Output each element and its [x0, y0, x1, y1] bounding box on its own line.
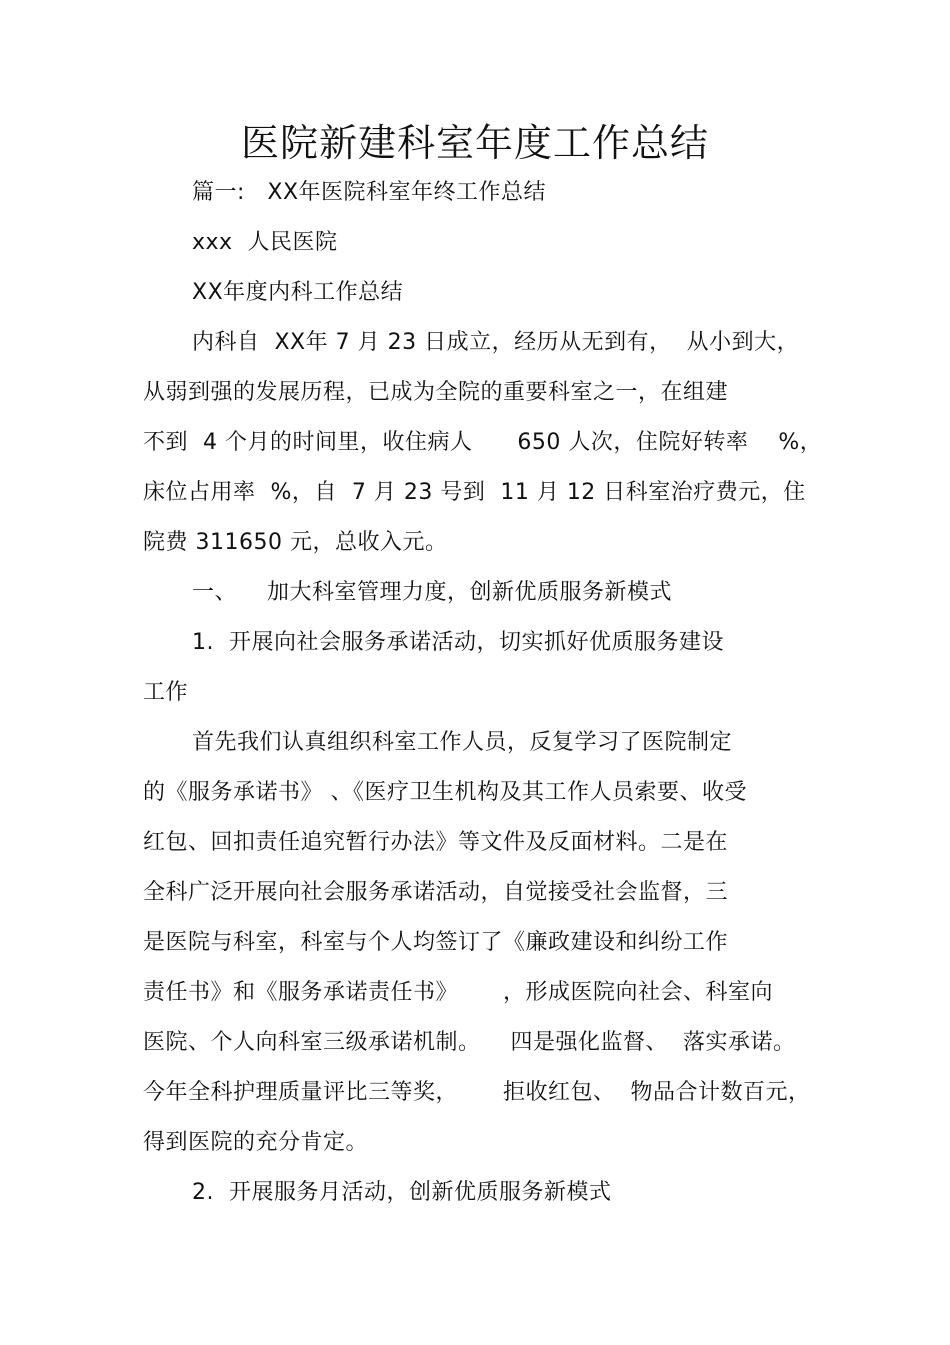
paragraph-line: 今年全科护理质量评比三等奖， 拒收红包、 物品合计数百元，: [143, 1080, 811, 1105]
subsection-heading-continued: 工作: [143, 680, 189, 705]
paragraph-line: 得到医院的充分肯定。: [143, 1130, 369, 1155]
paragraph-line: 红包、回扣责任追究暂行办法》等文件及反面材料。二是在: [143, 830, 729, 855]
paragraph-line: 不到 4 个月的时间里，收住病人 650 人次，住院好转率 %，: [143, 430, 823, 455]
paragraph-line: 医院、个人向科室三级承诺机制。 四是强化监督、 落实承诺。: [143, 1030, 796, 1055]
paragraph-line: 责任书》和《服务承诺责任书》 ，形成医院向社会、科室向: [143, 980, 773, 1005]
paragraph-line: 床位占用率 %，自 7 月 23 号到 11 月 12 日科室治疗费元，住: [143, 480, 806, 505]
subtitle-line: XX年度内科工作总结: [192, 280, 404, 305]
paragraph-line: 的《服务承诺书》 、《医疗卫生机构及其工作人员索要、收受: [143, 780, 747, 805]
hospital-name-line: xxx 人民医院: [192, 230, 338, 255]
section-heading: 一、 加大科室管理力度，创新优质服务新模式: [192, 580, 672, 605]
paragraph-line: 全科广泛开展向社会服务承诺活动，自觉接受社会监督，三: [143, 880, 729, 905]
subsection-heading: 1. 开展向社会服务承诺活动，切实抓好优质服务建设: [192, 630, 724, 655]
paragraph-line: 从弱到强的发展历程，已成为全院的重要科室之一，在组建: [143, 380, 729, 405]
paragraph-line: 院费 311650 元，总收入元。: [143, 530, 448, 555]
paragraph-line: 内科自 XX年 7 月 23 日成立，经历从无到有， 从小到大，: [192, 330, 800, 355]
paragraph-line: 首先我们认真组织科室工作人员，反复学习了医院制定: [192, 730, 733, 755]
section-heading-chapter-one: 篇一: XX年医院科室年终工作总结: [192, 180, 547, 205]
paragraph-line: 是医院与科室，科室与个人均签订了《廉政建设和纠纷工作: [143, 930, 729, 955]
subsection-heading: 2. 开展服务月活动，创新优质服务新模式: [192, 1180, 612, 1205]
document-title: 医院新建科室年度工作总结: [240, 121, 709, 165]
